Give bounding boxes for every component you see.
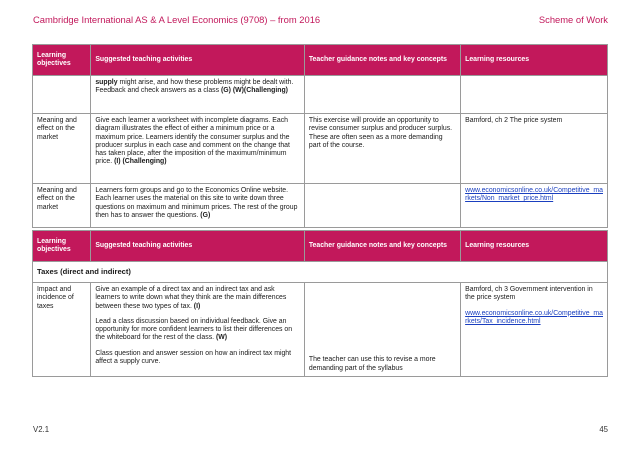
objective-cell: Meaning and effect on the market bbox=[33, 184, 91, 228]
col-header-activities: Suggested teaching activities bbox=[91, 231, 305, 262]
activity-bold-text: supply bbox=[95, 79, 118, 86]
table-row bbox=[33, 283, 608, 377]
guidance-text: The teacher can use this to revise a more demanding part of the syllabus bbox=[308, 356, 436, 372]
guidance-cell bbox=[304, 283, 460, 377]
resources-cell bbox=[461, 184, 608, 228]
col-header-objectives: Learning objectives bbox=[33, 231, 91, 262]
footer-page-number: 45 bbox=[599, 425, 608, 434]
guidance-cell: This exercise will provide an opportunity to revise consumer surplus and producer surplus. These are often seen as a more demanding part of the course. bbox=[304, 114, 460, 184]
activity-text: might arise, and how these problems might be dealt with. Feedback and check answers as a class bbox=[95, 79, 294, 95]
scheme-table-1 bbox=[32, 44, 608, 228]
col-header-activities: Suggested teaching activities bbox=[91, 45, 305, 76]
guidance-cell bbox=[304, 76, 460, 114]
scheme-table-2 bbox=[32, 230, 608, 377]
activity-paragraph bbox=[95, 318, 300, 343]
col-header-resources: Learning resources bbox=[461, 45, 608, 76]
objective-cell bbox=[33, 76, 91, 114]
activity-tag: (I) (Challenging) bbox=[114, 158, 167, 166]
table-row bbox=[33, 76, 608, 114]
col-header-guidance: Teacher guidance notes and key concepts bbox=[304, 231, 460, 262]
resources-cell: Bamford, ch 2 The price system bbox=[461, 114, 608, 184]
document-header-title: Cambridge International AS & A Level Economics (9708) – from 2016 bbox=[33, 14, 321, 25]
resource-link[interactable]: www.economicsonline.co.uk/Competitive_markets/Tax_incidence.html bbox=[465, 309, 603, 325]
activity-tag: (G) (W)(Challenging) bbox=[220, 87, 288, 95]
activity-text: Lead a class discussion based on individual feedback. Give an opportunity for more confident learners to list their differences on the whiteboard for the rest of the class. bbox=[95, 317, 293, 342]
resource-link[interactable]: www.economicsonline.co.uk/Competitive_markets/Non_market_price.html bbox=[465, 187, 603, 203]
footer-version: V2.1 bbox=[33, 425, 50, 434]
objective-cell: Impact and incidence of taxes bbox=[33, 283, 91, 377]
activity-tag: (G) bbox=[200, 211, 211, 219]
activity-text: Give each learner a worksheet with incomplete diagrams. Each diagram illustrates the effect of either a minimum price or a maximum price. Learners identify the consumer surplus and the producer surplus in each case and comment on the change that has taken place, after the imposition of the maximum/minimum price. bbox=[95, 117, 290, 166]
resources-cell bbox=[461, 283, 608, 377]
activities-cell bbox=[91, 184, 305, 228]
table-row bbox=[33, 114, 608, 184]
section-title-row bbox=[33, 262, 608, 283]
activity-tag: (I) bbox=[193, 302, 201, 310]
activity-text: Give an example of a direct tax and an indirect tax and ask learners to write down what they think are the main differences between these two types of tax. bbox=[95, 286, 287, 310]
table-header-row bbox=[33, 45, 608, 76]
resource-text: Bamford, ch 3 Government intervention in the price system bbox=[465, 286, 593, 302]
col-header-resources: Learning resources bbox=[461, 231, 608, 262]
table-row bbox=[33, 184, 608, 228]
activity-text: Learners form groups and go to the Economics Online website. Each learner uses the material on this site to write down three questions on maximum and minimum prices. The rest of the group then has to answer the questions. bbox=[95, 187, 298, 219]
col-header-guidance: Teacher guidance notes and key concepts bbox=[304, 45, 460, 76]
activities-cell bbox=[91, 76, 305, 114]
activity-paragraph: Class question and answer session on how an indirect tax might affect a supply curve. bbox=[95, 349, 292, 366]
table-header-row bbox=[33, 231, 608, 262]
activity-paragraph bbox=[95, 286, 300, 311]
document-header-scheme: Scheme of Work bbox=[538, 14, 608, 25]
resources-cell bbox=[461, 76, 608, 114]
section-title: Taxes (direct and indirect) bbox=[33, 262, 608, 283]
objective-cell: Meaning and effect on the market bbox=[33, 114, 91, 184]
activities-cell bbox=[91, 114, 305, 184]
col-header-objectives: Learning objectives bbox=[33, 45, 91, 76]
activities-cell bbox=[91, 283, 305, 377]
guidance-cell bbox=[304, 184, 460, 228]
activity-tag: (W) bbox=[215, 334, 228, 342]
